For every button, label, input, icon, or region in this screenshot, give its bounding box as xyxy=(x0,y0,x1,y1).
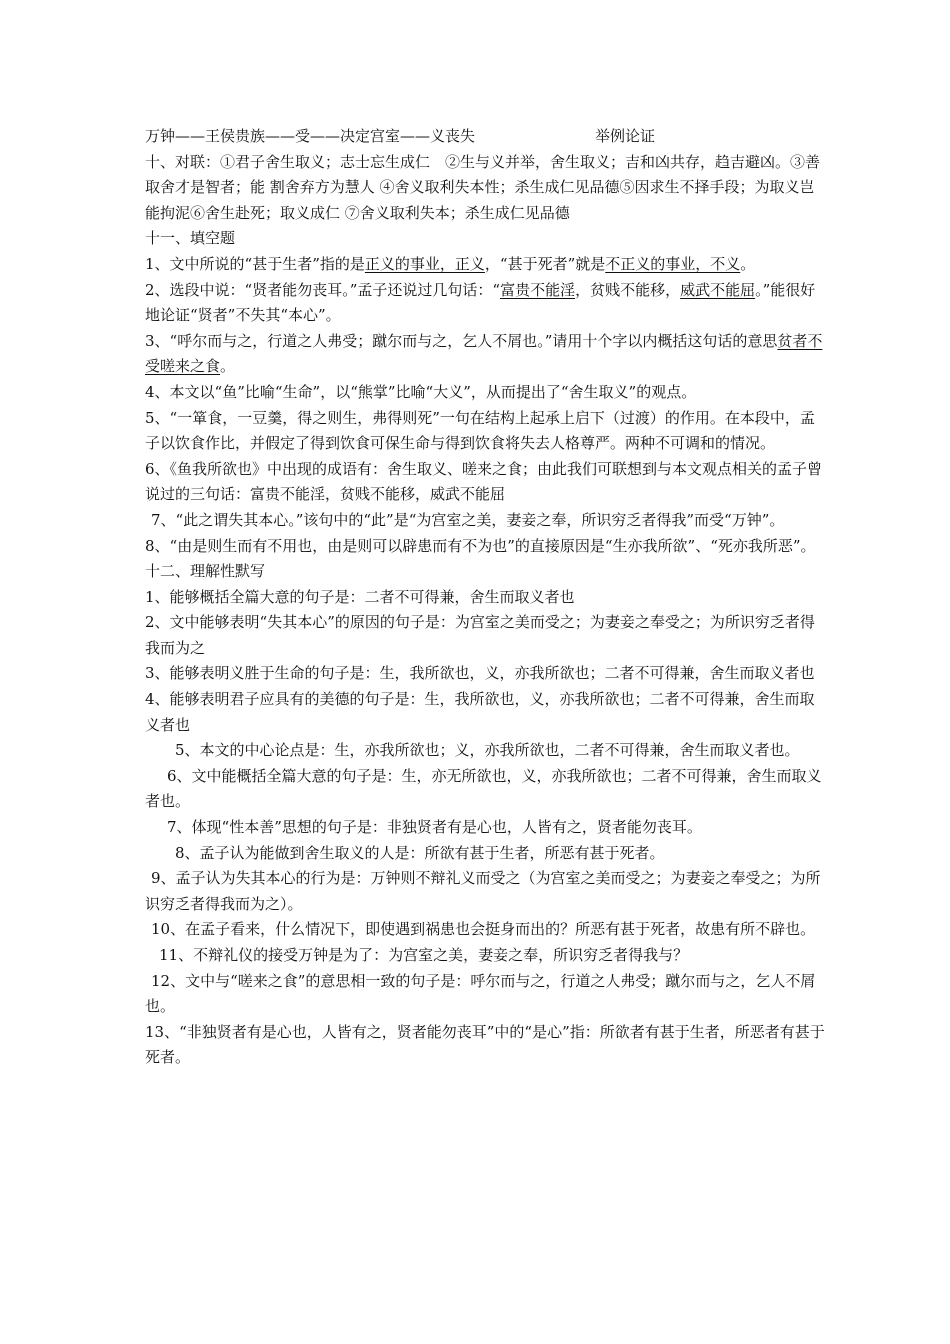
fill-q3-text-end: 。 xyxy=(220,357,236,376)
fill-question-2 xyxy=(145,278,825,329)
fill-question-1 xyxy=(145,252,825,278)
intro-method: 举例论证 xyxy=(595,127,656,145)
recite-item-5: 5、本文的中心论点是：生，亦我所欲也；义，亦我所欲也，二者不可得兼，舍生而取义者也。 xyxy=(175,741,800,760)
recite-item-6: 6、文中能概括全篇大意的句子是：生，亦无所欲也，义，亦我所欲也；二者不可得兼，舍生而取义者也。 xyxy=(145,766,822,811)
fill-heading: 十一、填空题 xyxy=(145,229,236,248)
fill-question-6: 6、《鱼我所欲也》中出现的成语有：舍生取义、嗟来之食；由此我们可联想到与本文观点相关的孟子曾说过的三句话：富贵不能淫，贫贱不能移，威武不能屈 xyxy=(145,459,823,504)
fill-q2-answer-1: 富贵不能淫 xyxy=(500,280,576,299)
fill-q3-answer: 贫者不受嗟来之食 xyxy=(145,331,823,376)
recite-item-7: 7、体现“性本善”思想的句子是：非独贤者有是心也，人皆有之，贤者能勿丧耳。 xyxy=(167,818,702,837)
recite-item-13: 13、“非独贤者有是心也，人皆有之，贤者能勿丧耳”中的“是心”指：所欲者有甚于生者，所恶者有甚于死者。 xyxy=(145,1022,825,1067)
recite-item-2: 2、文中能够表明“失其本心”的原因的句子是：为宫室之美而受之；为妻妾之奉受之；为所识穷乏者得我而为之 xyxy=(145,613,815,657)
fill-q1-answer-1: 正义的事业，正义 xyxy=(364,254,485,273)
recite-heading: 十二、理解性默写 xyxy=(145,562,266,581)
intro-line xyxy=(145,124,825,150)
fill-question-7: 7、“此之谓失其本心。”该句中的“此”是“为宫室之美，妻妾之奉，所识穷乏者得我”而受“万钟”。 xyxy=(151,510,785,529)
fill-q2-answer-2: 威武不能屈 xyxy=(680,280,756,299)
document-page xyxy=(145,124,825,1071)
fill-q2-text-end: 。”能很好地论证“贤者”不失其“本心”。 xyxy=(145,280,816,325)
fill-q3-text: 3、“呼尔而与之，行道之人弗受；蹴尔而与之，乞人不屑也。”请用十个字以内概括这句话的意思 xyxy=(145,331,778,350)
recite-item-12: 12、文中与“嗟来之食”的意思相一致的句子是：呼尔而与之，行道之人弗受；蹴尔而与之，乞人不屑也。 xyxy=(145,971,816,1016)
fill-question-3 xyxy=(145,329,825,380)
recite-item-4: 4、能够表明君子应具有的美德的句子是：生，我所欲也，义，亦我所欲也；二者不可得兼，舍生而取义者也 xyxy=(145,690,815,734)
couplets-paragraph: 十、对联：①君子舍生取义；志士忘生成仁 ②生与义并举，舍生取义；吉和凶共存，趋吉避凶。③善取舍才是智者；能 割舍弃方为慧人 ④舍义取利失本性；杀生成仁见品德⑤因求生不择手段；为取义岂能拘泥⑥舍生赴死；取义成仁 ⑦舍义取利失本；杀生成仁见品德 xyxy=(145,152,821,222)
recite-item-9: 9、孟子认为失其本心的行为是：万钟则不辩礼义而受之（为宫室之美而受之；为妻妾之奉受之；为所识穷乏者得我而为之）。 xyxy=(145,869,821,913)
recite-item-11: 11、不辩礼仪的接受万钟是为了：为宫室之美，妻妾之奉，所识穷乏者得我与？ xyxy=(159,946,689,964)
fill-question-4: 4、本文以“鱼”比喻“生命”，以“熊掌”比喻“大义”，从而提出了“舍生取义”的观点。 xyxy=(145,382,697,401)
fill-question-8: 8、“由是则生而有不用也，由是则可以辟患而有不为也”的直接原因是“生亦我所欲”、“死亦我所恶”。 xyxy=(145,536,816,555)
recite-item-1: 1、能够概括全篇大意的句子是：二者不可得兼，舍生而取义者也 xyxy=(145,587,575,606)
recite-item-3: 3、能够表明义胜于生命的句子是：生，我所欲也，义，亦我所欲也；二者不可得兼，舍生而取义者也 xyxy=(145,664,815,683)
recite-item-8: 8、孟子认为能做到舍生取义的人是：所欲有甚于生者，所恶有甚于死者。 xyxy=(175,843,665,862)
recite-item-10: 10、在孟子看来，什么情况下，即使遇到祸患也会挺身而出的？所恶有甚于死者，故患有所不辟也。 xyxy=(151,920,816,939)
intro-chain: 万钟——王侯贵族——受——决定宫室——义丧失 xyxy=(145,127,476,145)
fill-question-5: 5、“一箪食，一豆羹，得之则生，弗得则死”一句在结构上起承上启下（过渡）的作用。在本段中，孟子以饮食作比，并假定了得到饮食可保生命与得到饮食将失去人格尊严。两种不可调和的情况。 xyxy=(145,408,815,453)
fill-q1-text-end: 。 xyxy=(740,254,756,273)
fill-q1-text-mid: ，“甚于死者”就是 xyxy=(484,254,606,273)
fill-q2-text-mid: ，贫贱不能移， xyxy=(575,280,681,299)
fill-q2-text: 2、选段中说：“贤者能勿丧耳。”孟子还说过几句话：“ xyxy=(145,280,501,299)
fill-q1-answer-2: 不正义的事业，不义 xyxy=(605,254,741,273)
fill-q1-text: 1、文中所说的“甚于生者”指的是 xyxy=(145,254,365,273)
